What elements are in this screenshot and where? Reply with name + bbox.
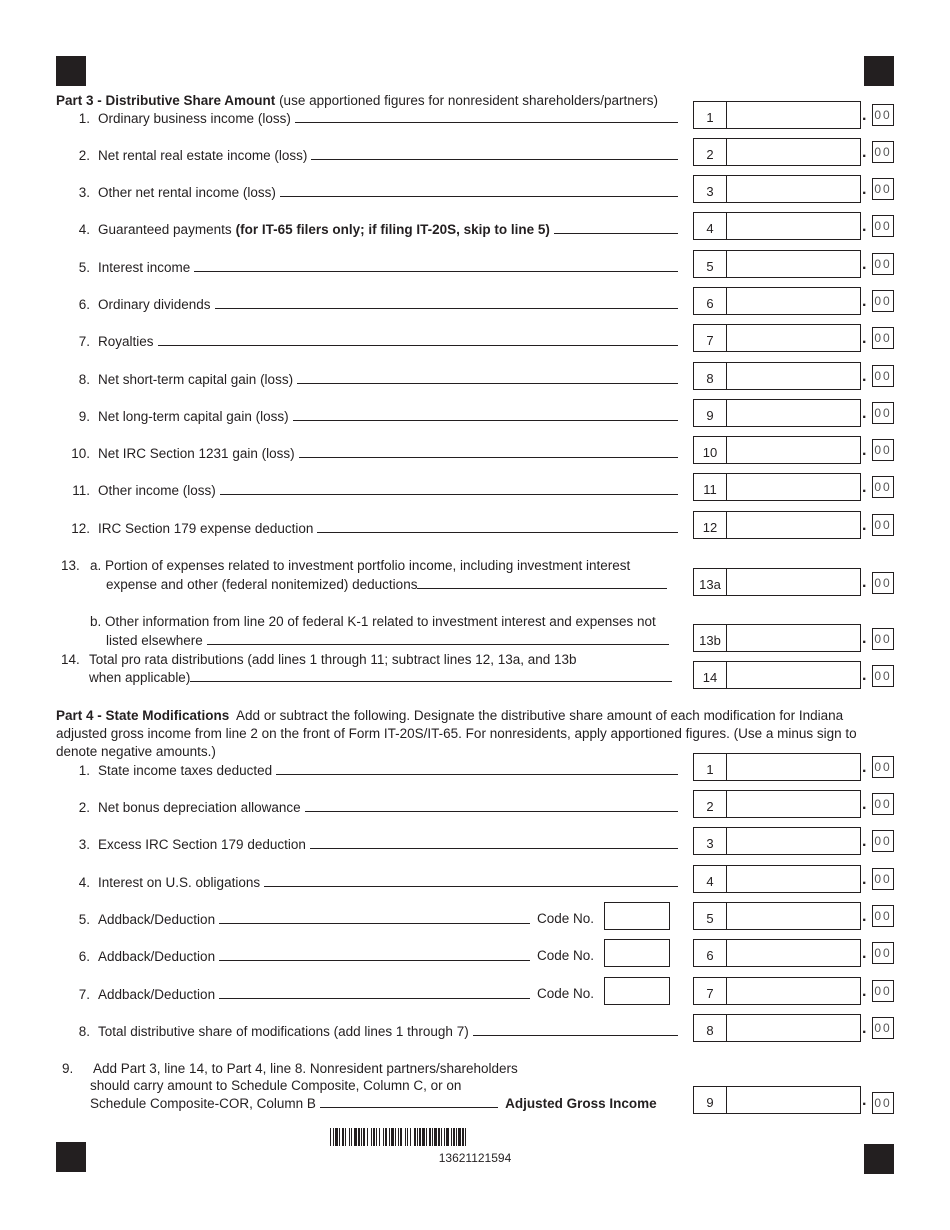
p4-line-5-code-label: Code No. <box>537 911 595 926</box>
p3-line-12 <box>56 520 681 538</box>
p3-line-5-decimal: . <box>862 256 867 273</box>
p4-line-1-number-box: 1 <box>693 753 727 781</box>
p3-line-2-cents-input[interactable]: 00 <box>872 141 894 163</box>
p4-line-9-text-3: Schedule Composite-COR, Column B Adjusted Gross Income <box>90 1096 657 1111</box>
p4-line-6-decimal: . <box>862 945 867 962</box>
p4-line-2-num: 2. <box>78 800 90 815</box>
p4-line-3-num: 3. <box>78 837 90 852</box>
p4-line-8-number-box: 8 <box>693 1014 727 1042</box>
barcode-bar <box>426 1128 427 1146</box>
part4-intro-2: adjusted gross income from line 2 on the front of Form IT-20S/IT-65. For nonresidents, apply apportioned figures. (Use a minus sign to <box>56 726 857 741</box>
barcode-bar <box>410 1128 411 1146</box>
line-13b-text-1: b. Other information from line 20 of federal K-1 related to investment interest and expenses not <box>90 614 656 629</box>
p3-line-7-amount-input[interactable] <box>726 324 861 352</box>
registration-mark-bottom-left <box>56 1142 86 1172</box>
p4-line-9-number-box: 9 <box>693 1086 727 1114</box>
barcode-bar <box>371 1128 372 1146</box>
p3-line-5-number-box: 5 <box>693 250 727 278</box>
p4-line-1-amount-input[interactable] <box>726 753 861 781</box>
p4-line-2-decimal: . <box>862 796 867 813</box>
p4-line-7-code-label: Code No. <box>537 986 595 1001</box>
p3-line-4-num: 4. <box>78 222 90 237</box>
p3-line-8-leader <box>297 371 678 384</box>
p3-line-3-amount-input[interactable] <box>726 175 861 203</box>
p3-line-7 <box>56 333 681 351</box>
p3-line-1-label: Ordinary business income (loss) <box>98 111 291 126</box>
registration-mark-bottom-right <box>864 1144 894 1174</box>
p3-line-3-number-box: 3 <box>693 175 727 203</box>
p3-line-1-amount-input[interactable] <box>726 101 861 129</box>
p4-line-3-number-box: 3 <box>693 827 727 855</box>
p4-line-1-leader <box>276 762 678 775</box>
barcode-bar <box>367 1128 368 1146</box>
p3-line-9-amount-input[interactable] <box>726 399 861 427</box>
p4-line-8-label: Total distributive share of modifications (add lines 1 through 7) <box>98 1024 469 1039</box>
p4-line-8-decimal: . <box>862 1020 867 1037</box>
p4-line-2 <box>56 799 681 817</box>
p3-line-8-number-box: 8 <box>693 362 727 390</box>
p3-line-7-number-box: 7 <box>693 324 727 352</box>
line-14-number-box: 14 <box>693 661 727 689</box>
adjusted-gross-income-label: Adjusted Gross Income <box>505 1096 657 1111</box>
p3-line-1-number-box: 1 <box>693 101 727 129</box>
p3-line-7-decimal: . <box>862 330 867 347</box>
p4-line-6-code-label: Code No. <box>537 948 595 963</box>
p4-line-2-amount-input[interactable] <box>726 790 861 818</box>
barcode-bar <box>389 1128 390 1146</box>
p4-line-9-amount-input[interactable] <box>726 1086 861 1114</box>
p4-line-5-number-box: 5 <box>693 902 727 930</box>
p4-line-2-label: Net bonus depreciation allowance <box>98 800 301 815</box>
barcode-bar <box>349 1128 350 1146</box>
barcode-bar <box>383 1128 384 1146</box>
p3-line-10-number-box: 10 <box>693 436 727 464</box>
line-13-num: 13. <box>61 558 80 573</box>
p3-line-6-amount-input[interactable] <box>726 287 861 315</box>
barcode-bar <box>376 1128 377 1146</box>
p3-line-1-leader <box>295 110 678 123</box>
p3-line-10-label: Net IRC Section 1231 gain (loss) <box>98 446 295 461</box>
barcode-bar <box>422 1128 425 1146</box>
p3-line-12-label: IRC Section 179 expense deduction <box>98 521 314 536</box>
p3-line-4-cents-input[interactable]: 00 <box>872 215 894 237</box>
barcode-bar <box>351 1128 352 1146</box>
p4-line-4-amount-input[interactable] <box>726 865 861 893</box>
p3-line-10-decimal: . <box>862 442 867 459</box>
p3-line-3-decimal: . <box>862 181 867 198</box>
p3-line-5-amount-input[interactable] <box>726 250 861 278</box>
line-13b-text-2: listed elsewhere <box>106 632 669 650</box>
p4-line-4-leader <box>264 874 678 887</box>
part3-note: (use apportioned figures for nonresident shareholders/partners) <box>279 93 659 108</box>
p3-line-10-cents-input[interactable]: 00 <box>872 439 894 461</box>
p3-line-9-leader <box>293 408 678 421</box>
p3-line-3-cents-input[interactable]: 00 <box>872 178 894 200</box>
barcode-bar <box>462 1128 464 1146</box>
barcode-bar <box>441 1128 442 1146</box>
p4-line-4-cents-input[interactable]: 00 <box>872 868 894 890</box>
p3-line-10 <box>56 445 681 463</box>
p4-line-3-cents-input[interactable]: 00 <box>872 830 894 852</box>
p3-line-8-cents-input[interactable]: 00 <box>872 365 894 387</box>
p3-line-9-decimal: . <box>862 405 867 422</box>
p4-line-8-cents-input[interactable]: 00 <box>872 1017 894 1039</box>
part4-title: Part 4 - State Modifications <box>56 708 230 723</box>
line-13b-cents-input[interactable]: 00 <box>872 628 894 650</box>
p4-line-4-decimal: . <box>862 871 867 888</box>
p4-line-8-amount-input[interactable] <box>726 1014 861 1042</box>
registration-mark-top-right <box>864 56 894 86</box>
line-13a-text-2: expense and other (federal nonitemized) deductions <box>106 576 667 594</box>
p4-line-4-number-box: 4 <box>693 865 727 893</box>
p3-line-4-leader <box>554 221 678 234</box>
p3-line-11-num: 11. <box>72 483 90 498</box>
p4-line-6-num: 6. <box>78 949 90 964</box>
p3-line-2 <box>56 147 681 165</box>
p4-line-7-cents-input[interactable]: 00 <box>872 980 894 1002</box>
p3-line-4-decimal: . <box>862 218 867 235</box>
barcode-bar <box>438 1128 440 1146</box>
line-13b-amount-input[interactable] <box>726 624 861 652</box>
barcode-bar <box>345 1128 346 1146</box>
barcode-bar <box>429 1128 431 1146</box>
p4-line-5-leader <box>219 911 530 924</box>
p3-line-5-num: 5. <box>78 260 90 275</box>
p4-line-5-amount-input[interactable] <box>726 902 861 930</box>
p3-line-7-leader <box>158 333 678 346</box>
barcode-bar <box>354 1128 357 1146</box>
part4-intro-3: denote negative amounts.) <box>56 744 216 759</box>
p4-line-5-decimal: . <box>862 908 867 925</box>
barcode-bar <box>395 1128 396 1146</box>
p4-line-2-number-box: 2 <box>693 790 727 818</box>
barcode-bar <box>339 1128 340 1146</box>
barcode-bar <box>363 1128 365 1146</box>
p3-line-11-leader <box>220 482 678 495</box>
line-13a-amount-input[interactable] <box>726 568 861 596</box>
p4-line-6-amount-input[interactable] <box>726 939 861 967</box>
registration-mark-top-left <box>56 56 86 86</box>
p4-line-5-code-input[interactable] <box>604 902 670 930</box>
p3-line-9 <box>56 408 681 426</box>
p4-line-1-decimal: . <box>862 759 867 776</box>
p3-line-8-num: 8. <box>78 372 90 387</box>
p3-line-12-number-box: 12 <box>693 511 727 539</box>
p4-line-9-cents-input[interactable]: 00 <box>872 1092 894 1114</box>
p3-line-11-number-box: 11 <box>693 473 727 501</box>
p3-line-3-leader <box>280 184 678 197</box>
p3-line-10-num: 10. <box>71 446 90 461</box>
p3-line-8-amount-input[interactable] <box>726 362 861 390</box>
p3-line-12-amount-input[interactable] <box>726 511 861 539</box>
line-13a-number-box: 13a <box>693 568 727 596</box>
p4-line-2-cents-input[interactable]: 00 <box>872 793 894 815</box>
p3-line-6-leader <box>215 296 678 309</box>
p3-line-2-decimal: . <box>862 144 867 161</box>
barcode-bar <box>398 1128 399 1146</box>
barcode-bar <box>391 1128 394 1146</box>
line-13b-decimal: . <box>862 630 867 647</box>
p3-line-4 <box>56 221 681 239</box>
p4-line-4 <box>56 874 681 892</box>
barcode-bar <box>407 1128 408 1146</box>
p4-line-2-leader <box>305 799 678 812</box>
line-14-text-1: Total pro rata distributions (add lines 1 through 11; subtract lines 12, 13a, and 13b <box>89 652 577 667</box>
barcode-bar <box>417 1128 418 1146</box>
p4-line-8-leader <box>473 1023 678 1036</box>
p4-line-3-decimal: . <box>862 833 867 850</box>
barcode-bar <box>361 1128 362 1146</box>
p3-line-11-amount-input[interactable] <box>726 473 861 501</box>
barcode-bar <box>342 1128 344 1146</box>
barcode-bar <box>456 1128 457 1146</box>
p3-line-6-cents-input[interactable]: 00 <box>872 290 894 312</box>
p3-line-11-decimal: . <box>862 479 867 496</box>
p3-line-2-num: 2. <box>78 148 90 163</box>
barcode-bar <box>432 1128 433 1146</box>
p4-line-7-label: Addback/Deduction <box>98 987 216 1002</box>
p3-line-6-label: Ordinary dividends <box>98 297 211 312</box>
p4-line-5-num: 5. <box>78 912 90 927</box>
p3-line-6-decimal: . <box>862 293 867 310</box>
p4-line-3 <box>56 836 681 854</box>
barcode-bar <box>358 1128 360 1146</box>
barcode-bar <box>385 1128 387 1146</box>
p4-line-1 <box>56 762 681 780</box>
p3-line-1-num: 1. <box>78 111 90 126</box>
line-14-amount-input[interactable] <box>726 661 861 689</box>
part3-heading <box>56 92 658 110</box>
p3-line-1-decimal: . <box>862 107 867 124</box>
p4-line-7-amount-input[interactable] <box>726 977 861 1005</box>
p3-line-4-instruction: (for IT-65 filers only; if filing IT-20S, skip to line 5) <box>235 222 550 237</box>
p4-line-6-label: Addback/Deduction <box>98 949 216 964</box>
p3-line-11-label: Other income (loss) <box>98 483 216 498</box>
p3-line-9-cents-input[interactable]: 00 <box>872 402 894 424</box>
p4-line-7-num: 7. <box>78 987 90 1002</box>
barcode-bar <box>414 1128 416 1146</box>
p3-line-7-cents-input[interactable]: 00 <box>872 327 894 349</box>
p3-line-7-label: Royalties <box>98 334 154 349</box>
p3-line-1 <box>56 110 681 128</box>
p3-line-6 <box>56 296 681 314</box>
p4-line-1-num: 1. <box>78 763 90 778</box>
p4-line-8-num: 8. <box>78 1024 90 1039</box>
p4-line-5-cents-input[interactable]: 00 <box>872 905 894 927</box>
barcode-bar <box>335 1128 338 1146</box>
barcode-bar <box>453 1128 455 1146</box>
p3-line-2-label: Net rental real estate income (loss) <box>98 148 308 163</box>
p4-line-3-leader <box>310 836 678 849</box>
p4-line-4-num: 4. <box>78 875 90 890</box>
barcode-bar <box>400 1128 402 1146</box>
p3-line-6-number-box: 6 <box>693 287 727 315</box>
p3-line-9-label: Net long-term capital gain (loss) <box>98 409 289 424</box>
p4-line-6-leader <box>219 948 530 961</box>
p4-line-7-number-box: 7 <box>693 977 727 1005</box>
barcode <box>330 1128 620 1146</box>
barcode-bar <box>405 1128 406 1146</box>
p4-line-8 <box>56 1023 681 1041</box>
p3-line-5-label: Interest income <box>98 260 191 275</box>
line-13a-cents-input[interactable]: 00 <box>872 572 894 594</box>
p3-line-12-num: 12. <box>71 521 90 536</box>
p4-line-6-code-input[interactable] <box>604 939 670 967</box>
p3-line-12-leader <box>317 520 678 533</box>
line-14-text-2: when applicable) <box>89 669 672 687</box>
p3-line-4-number-box: 4 <box>693 212 727 240</box>
p3-line-7-num: 7. <box>78 334 90 349</box>
p3-line-2-leader <box>311 147 678 160</box>
barcode-bar <box>458 1128 461 1146</box>
line-13a-decimal: . <box>862 574 867 591</box>
p3-line-1-cents-input[interactable]: 00 <box>872 104 894 126</box>
p3-line-2-number-box: 2 <box>693 138 727 166</box>
p4-line-1-label: State income taxes deducted <box>98 763 273 778</box>
part3-title: Part 3 - Distributive Share Amount <box>56 93 276 108</box>
barcode-bar <box>451 1128 452 1146</box>
p4-line-9-num: 9. <box>62 1061 74 1076</box>
line-13a-text-1: a. Portion of expenses related to investment portfolio income, including investment interest <box>90 558 631 573</box>
barcode-bar <box>446 1128 449 1146</box>
line-14-num: 14. <box>61 652 80 667</box>
p3-line-10-amount-input[interactable] <box>726 436 861 464</box>
p4-line-4-label: Interest on U.S. obligations <box>98 875 261 890</box>
line-14-decimal: . <box>862 667 867 684</box>
p4-line-7-code-input[interactable] <box>604 977 670 1005</box>
line-13b-number-box: 13b <box>693 624 727 652</box>
p3-line-12-cents-input[interactable]: 00 <box>872 514 894 536</box>
barcode-bar <box>333 1128 334 1146</box>
p3-line-3-num: 3. <box>78 185 90 200</box>
p4-line-6-cents-input[interactable]: 00 <box>872 942 894 964</box>
p4-line-5-label: Addback/Deduction <box>98 912 216 927</box>
p3-line-4-amount-input[interactable] <box>726 212 861 240</box>
p3-line-3-label: Other net rental income (loss) <box>98 185 276 200</box>
barcode-bar <box>444 1128 445 1146</box>
p3-line-11 <box>56 482 681 500</box>
p4-line-9-text-2: should carry amount to Schedule Composite, Column C, or on <box>90 1078 462 1093</box>
p3-line-8 <box>56 371 681 389</box>
barcode-bar <box>419 1128 421 1146</box>
p3-line-6-num: 6. <box>78 297 90 312</box>
p3-line-10-leader <box>299 445 678 458</box>
p3-line-8-label: Net short-term capital gain (loss) <box>98 372 294 387</box>
p3-line-5-cents-input[interactable]: 00 <box>872 253 894 275</box>
barcode-bar <box>465 1128 466 1146</box>
p3-line-2-amount-input[interactable] <box>726 138 861 166</box>
p4-line-3-amount-input[interactable] <box>726 827 861 855</box>
p3-line-12-decimal: . <box>862 517 867 534</box>
p4-line-6-number-box: 6 <box>693 939 727 967</box>
p4-line-9-text-1: Add Part 3, line 14, to Part 4, line 8. Nonresident partners/shareholders <box>93 1061 518 1076</box>
barcode-bar <box>330 1128 331 1146</box>
p3-line-11-cents-input[interactable]: 00 <box>872 476 894 498</box>
barcode-bar <box>434 1128 437 1146</box>
p3-line-9-number-box: 9 <box>693 399 727 427</box>
p4-line-9-decimal: . <box>862 1092 867 1109</box>
line-14-cents-input[interactable]: 00 <box>872 665 894 687</box>
barcode-bar <box>379 1128 380 1146</box>
p4-line-7-decimal: . <box>862 983 867 1000</box>
p3-line-9-num: 9. <box>78 409 90 424</box>
p3-line-3 <box>56 184 681 202</box>
p4-line-7-leader <box>219 986 530 999</box>
p4-line-1-cents-input[interactable]: 00 <box>872 756 894 778</box>
p3-line-5-leader <box>194 259 678 272</box>
barcode-number: 13621121594 <box>438 1151 512 1165</box>
part4-intro-1: Add or subtract the following. Designate the distributive share amount of each modification for Indiana <box>236 708 844 723</box>
p3-line-8-decimal: . <box>862 368 867 385</box>
barcode-bar <box>373 1128 375 1146</box>
p4-line-3-label: Excess IRC Section 179 deduction <box>98 837 306 852</box>
p3-line-4-label: Guaranteed payments <box>98 222 232 237</box>
p3-line-5 <box>56 259 681 277</box>
